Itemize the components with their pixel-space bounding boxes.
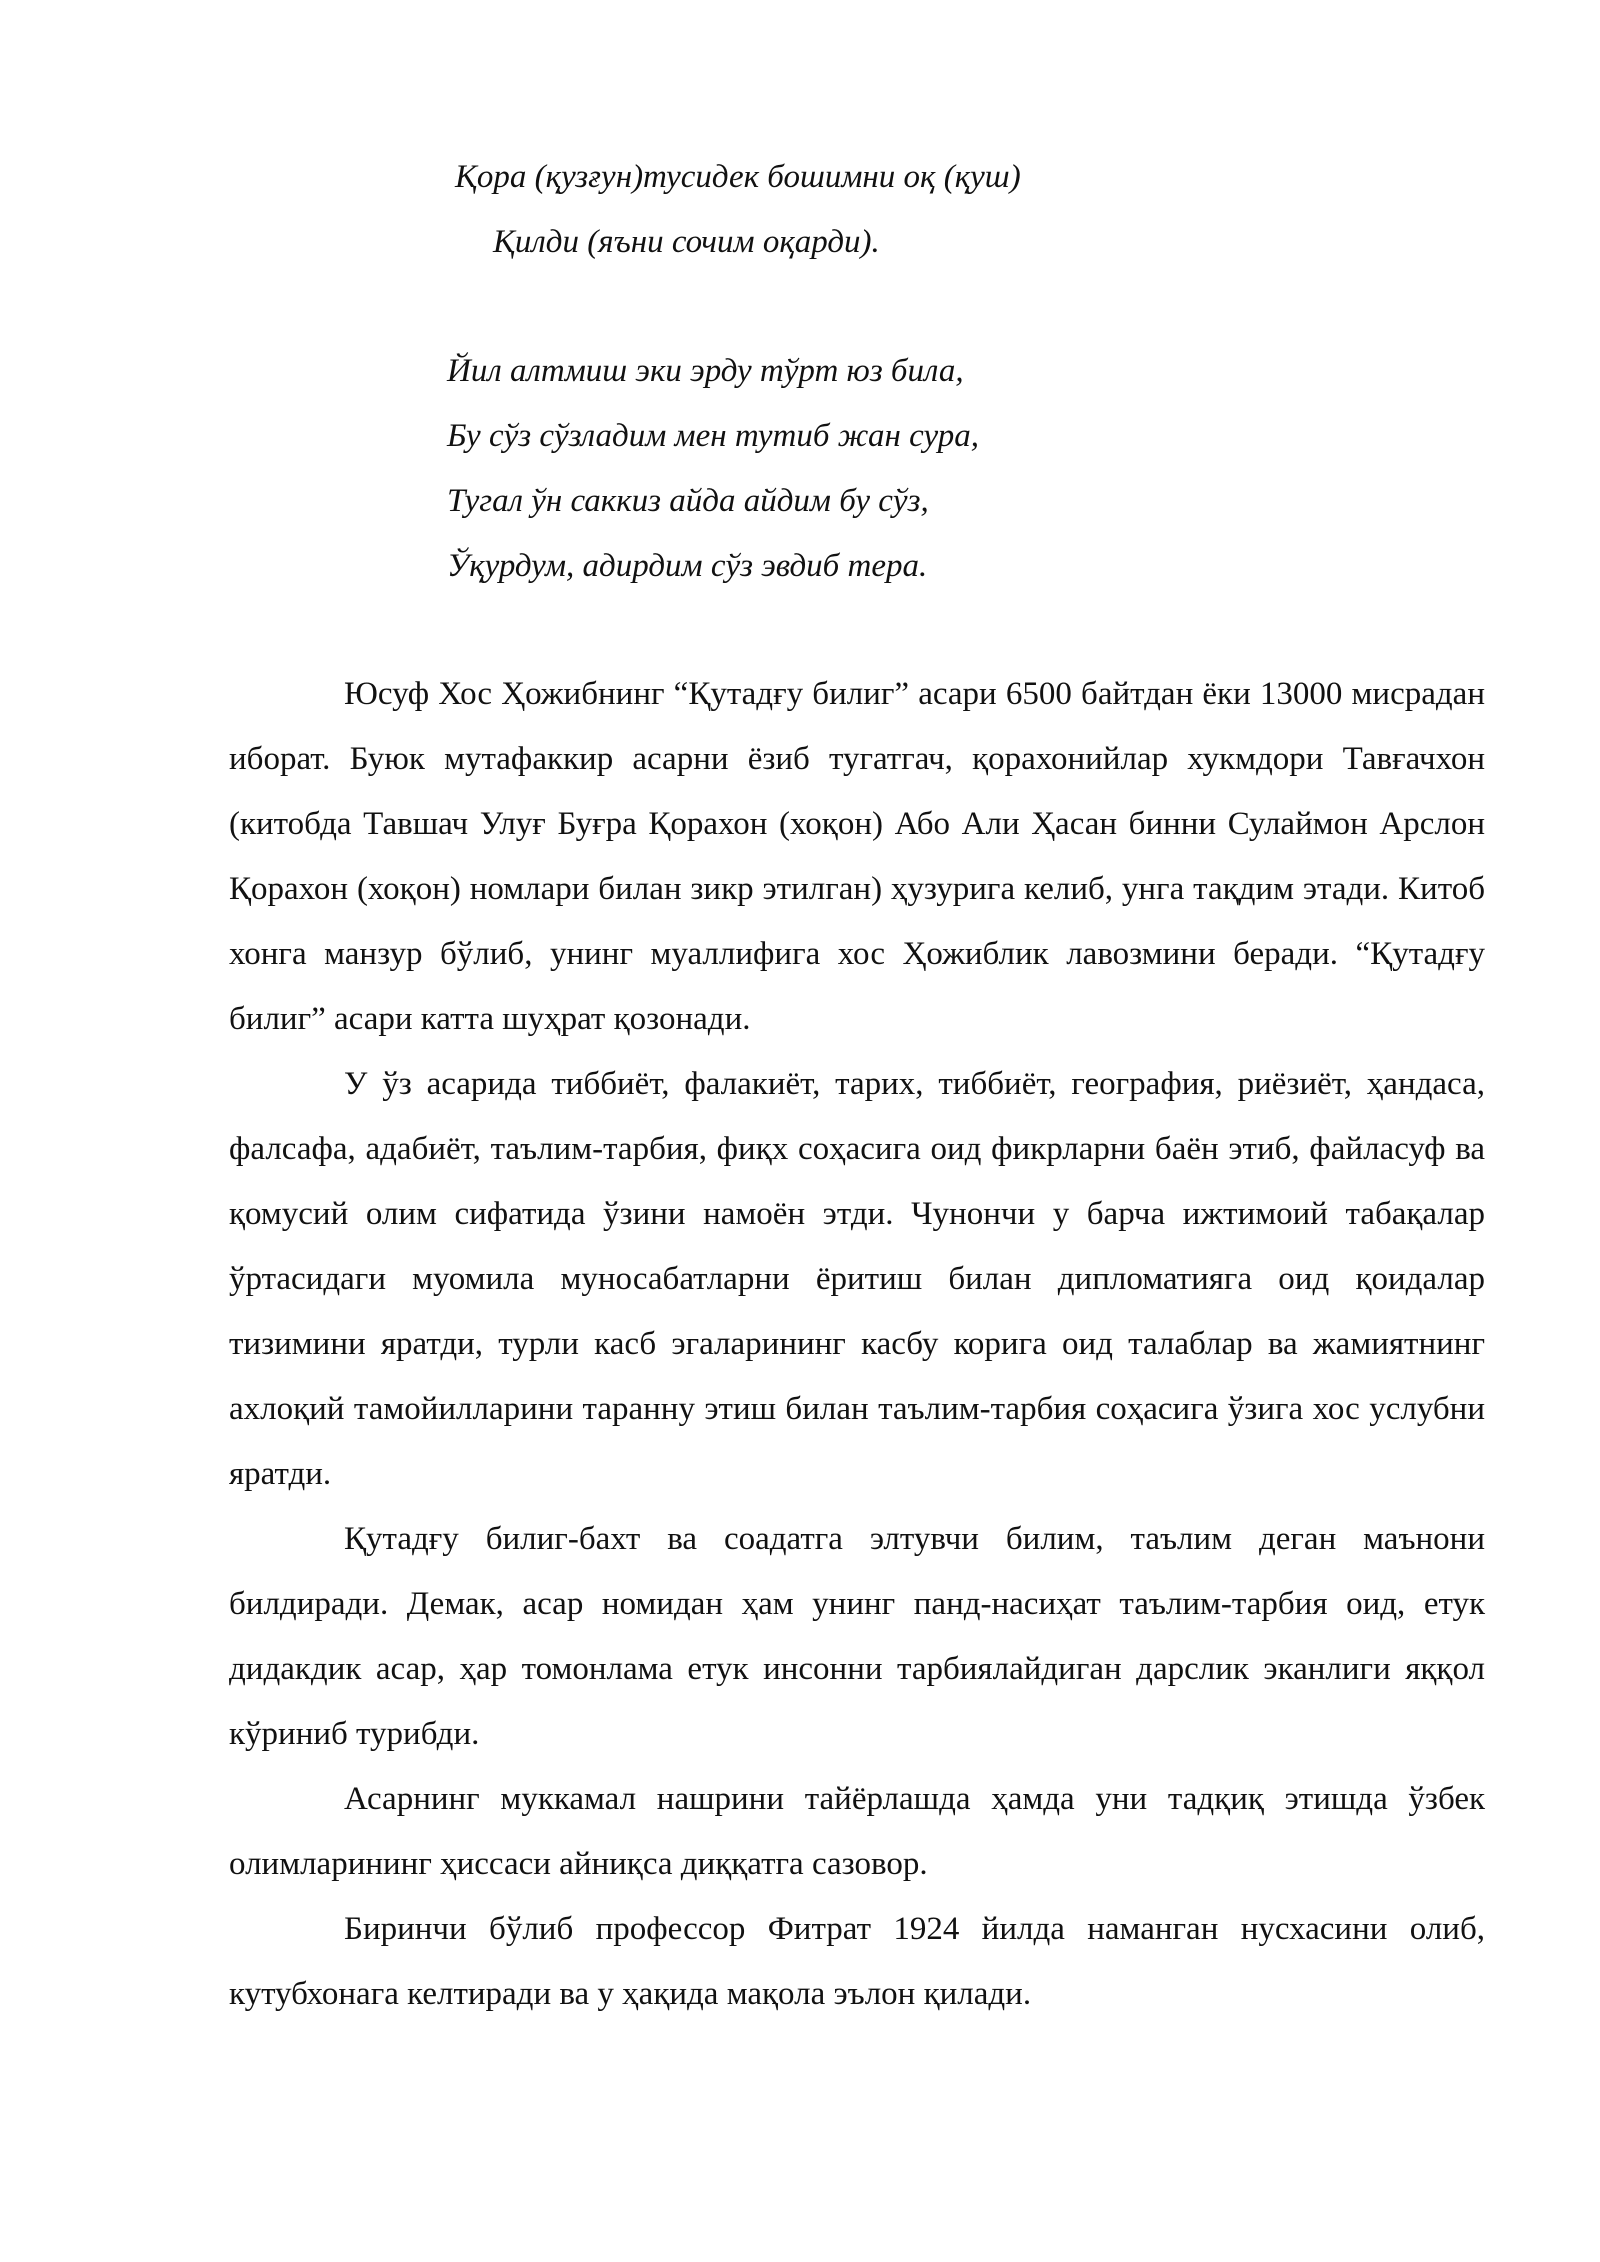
verse-line: Бу сўз сўзладим мен тутиб жан сура, xyxy=(447,418,979,454)
paragraph: У ўз асарида тиббиёт, фалакиёт, тарих, тиббиёт, география, риёзиёт, ҳандаса, фалсафа, адабиёт, таълим-тарбия, фиқх соҳасига оид фикрларни баён этиб, файласуф ва қомусий олим сифатида ўзини намоён этди. Чунончи у барча ижтимоий табақалар ўртасидаги муомила муносабатларни ёритиш билан дипломатияга оид қоидалар тизимини яратди, турли касб эгаларининг касбу корига оид талаблар ва жамиятнинг ахлоқий тамойилларини таранну этиш билан таълим-тарбия соҳасига ўзига хос услубни яратди. xyxy=(229,1066,1485,1492)
verse-stanza-1 xyxy=(455,145,1021,275)
verse-line: Ўқурдум, адирдим сўз эвдиб тера. xyxy=(447,548,928,584)
paragraph: Асарнинг муккамал нашрини тайёрлашда ҳамда уни тадқиқ этишда ўзбек олимларининг ҳиссаси айниқса диққатга сазовор. xyxy=(229,1781,1485,1882)
verse-stanza-2 xyxy=(447,339,979,599)
body-text xyxy=(229,662,1485,2027)
verse-line: Йил алтмиш эки эрду тўрт юз била, xyxy=(447,353,964,389)
verse-line: Қора (қузғун)тусидек бошимни оқ (қуш) xyxy=(455,159,1021,195)
paragraph: Юсуф Хос Ҳожибнинг “Қутадғу билиг” асари 6500 байтдан ёки 13000 мисрадан иборат. Буюк мутафаккир асарни ёзиб тугатгач, қорахонийлар хукмдори Тавғачхон (китобда Тавшач Улуғ Буғра Қорахон (хоқон) Або Али Ҳасан бинни Сулаймон Арслон Қорахон (хоқон) номлари билан зикр этилган) ҳузурига келиб, унга тақдим этади. Китоб хонга манзур бўлиб, унинг муаллифига хос Ҳожиблик лавозмини беради. “Қутадғу билиг” асари катта шуҳрат қозонади. xyxy=(229,676,1485,1037)
paragraph: Биринчи бўлиб профессор Фитрат 1924 йилда наманган нусхасини олиб, кутубхонага келтиради ва у ҳақида мақола эълон қилади. xyxy=(229,1911,1485,2012)
paragraph: Қутадғу билиг-бахт ва соадатга элтувчи билим, таълим деган маънони билдиради. Демак, асар номидан ҳам унинг панд-насиҳат таълим-тарбия оид, етук дидакдик асар, ҳар томонлама етук инсонни тарбиялайдиган дарслик эканлиги яққол кўриниб турибди. xyxy=(229,1521,1485,1752)
verse-line: Тугал ўн саккиз айда айдим бу сўз, xyxy=(447,483,929,519)
verse-line: Қилди (яъни сочим оқарди). xyxy=(493,224,880,260)
